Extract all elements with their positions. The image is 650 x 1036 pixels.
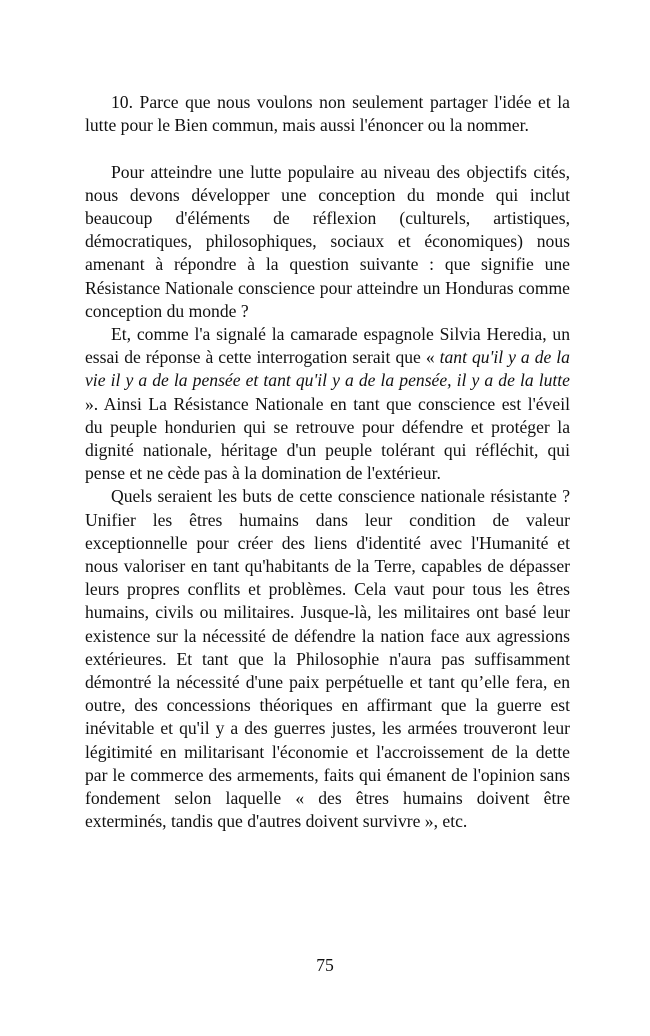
paragraph-silvia-heredia	[85, 323, 570, 485]
quote-intro: Et, comme l'a signalé la camarade espagnole Silvia Heredia, un essai de réponse à cette interrogation serait que «	[85, 324, 570, 368]
paragraph-buts-conscience: Quels seraient les buts de cette conscience nationale résistante ? Unifier les êtres humains dans leur condition de valeur exceptionnelle pour créer des liens d'identité avec l'Humanité et nous valoriser en tant qu'habitants de la Terre, capables de dépasser leurs propres conflits et problèmes. Cela vaut pour tous les êtres humains, civils ou militaires. Jusque-là, les militaires ont basé leur existence sur la nécessité de défendre la nation face aux agressions extérieures. Et tant que la Philosophie n'aura pas suffisamment démontré la nécessité d'une paix perpétuelle et tant qu’elle fera, en outre, des concessions théoriques en affirmant que la guerre est inévitable et qu'il y a des guerres justes, les armées trouveront leur légitimité en militarisant l'économie et l'accroissement de la dette par le commerce des armements, faits qui émanent de l'opinion sans fondement selon laquelle « des êtres humains doivent être exterminés, tandis que d'autres doivent survivre », etc.	[85, 486, 570, 832]
quote-continuation: ». Ainsi La Résistance Nationale en tant que conscience est l'éveil du peuple hondurien qui se retrouve pour défendre et protéger la dignité nationale, héritage d'un peuple tolérant qui réfléchit, qui pense et ne cède pas à la domination de l'extérieur.	[85, 393, 570, 484]
page-body	[85, 91, 570, 833]
italic-quote: tant qu'il y a de la vie il y a de la pensée et tant qu'il y a de la pensée, il y a de la lutte	[85, 347, 570, 391]
paragraph-conception-du-monde: Pour atteindre une lutte populaire au niveau des objectifs cités, nous devons développer une conception du monde qui inclut beaucoup d'éléments de réflexion (culturels, artistiques, démocratiques, philosophiques, sociaux et économiques) nous amenant à répondre à la question suivante : que signifie une Résistance Nationale conscience pour atteindre un Honduras comme conception du monde ?	[85, 161, 570, 321]
page-number: 75	[316, 955, 334, 975]
paragraph-point-10: 10. Parce que nous voulons non seulement partager l'idée et la lutte pour le Bien commun, mais aussi l'énoncer ou la nommer.	[85, 92, 570, 136]
